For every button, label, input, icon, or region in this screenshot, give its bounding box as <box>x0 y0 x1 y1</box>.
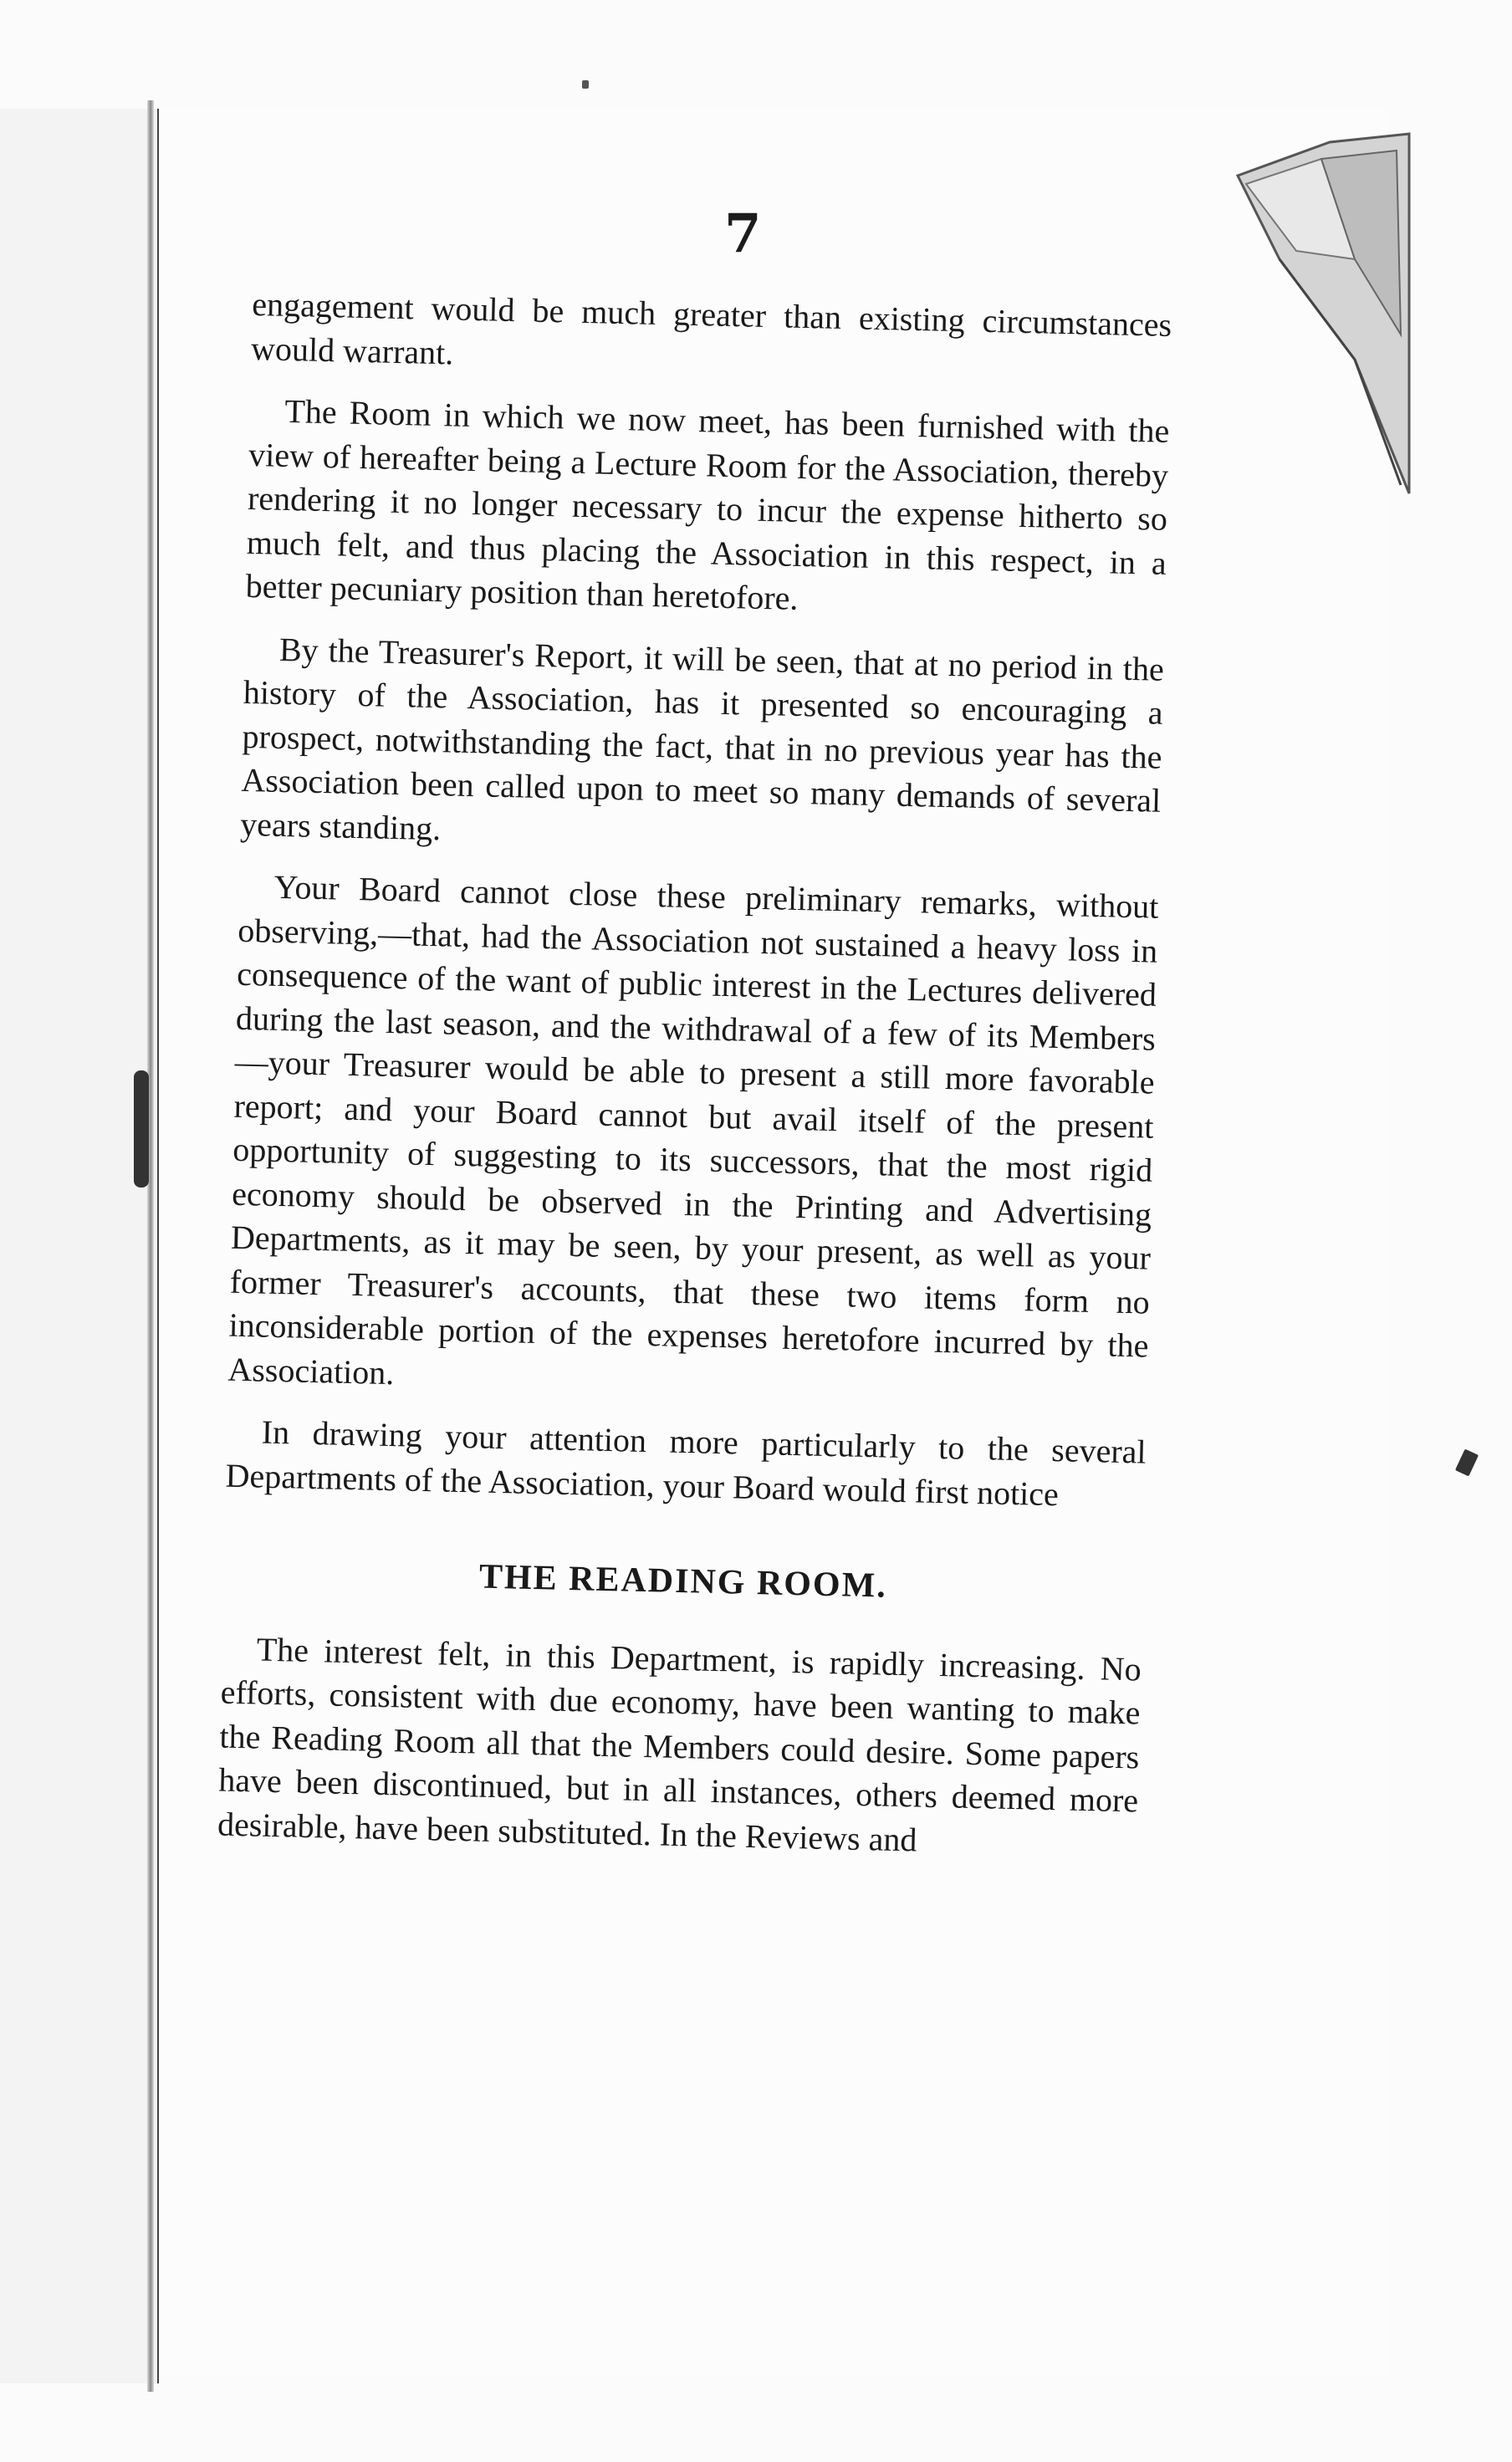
paragraph: The Room in which we now meet, has been furnished with the view of hereafter being a Lecture Room for the Association, thereby rendering it no longer necessary to incur the expense hitherto so much felt, and thus placing the Association in this respect, in a better pecuniary position than heretofore. <box>245 391 1170 617</box>
page-number: 7 <box>724 202 762 265</box>
body-text <box>217 283 1172 1885</box>
ink-speck <box>582 80 589 89</box>
folded-corner <box>1229 125 1413 518</box>
facing-page-edge <box>0 109 159 2383</box>
section-heading: THE READING ROOM. <box>478 1557 888 1606</box>
paragraph: In drawing your attention more particularly to the several Departments of the Association, your Board would first notice <box>225 1412 1147 1513</box>
paragraph: The interest felt, in this Department, is rapidly increasing. No efforts, consistent with due economy, have been wanting to make the Reading Room all that the Members could desire. Some papers have been discontinued, but in all instances, others deemed more desirable, have been substituted. In the Reviews and <box>217 1630 1142 1858</box>
paragraph: engagement would be much greater than existing circumstances would warrant. <box>250 284 1172 371</box>
ink-speck <box>1455 1449 1479 1477</box>
paragraph: By the Treasurer's Report, it will be seen, that at no period in the history of the Association, has it presented so encouraging a prospect, notwithstanding the fact, that in no previous year has the Association been called upon to meet so many demands of several years standing. <box>239 630 1165 847</box>
binding-gutter <box>147 100 154 2392</box>
binding-thread <box>134 1070 149 1188</box>
paragraph: Your Board cannot close these preliminary remarks, without observing,—that, had the Association not sustained a heavy loss in consequence of the want of public interest in the Lectures delivered during the last season, and the withdrawal of a few of its Members—your Treasurer would be able to present a still more favorable report; and your Board cannot but avail itself of the present opportunity of suggesting to its successors, that the most rigid economy should be observed in the Printing and Advertising Departments, as it may be seen, by your present, as well as your former Treasurer's accounts, that these two items form no inconsiderable portion of the expenses heretofore incurred by the Association. <box>227 867 1159 1392</box>
